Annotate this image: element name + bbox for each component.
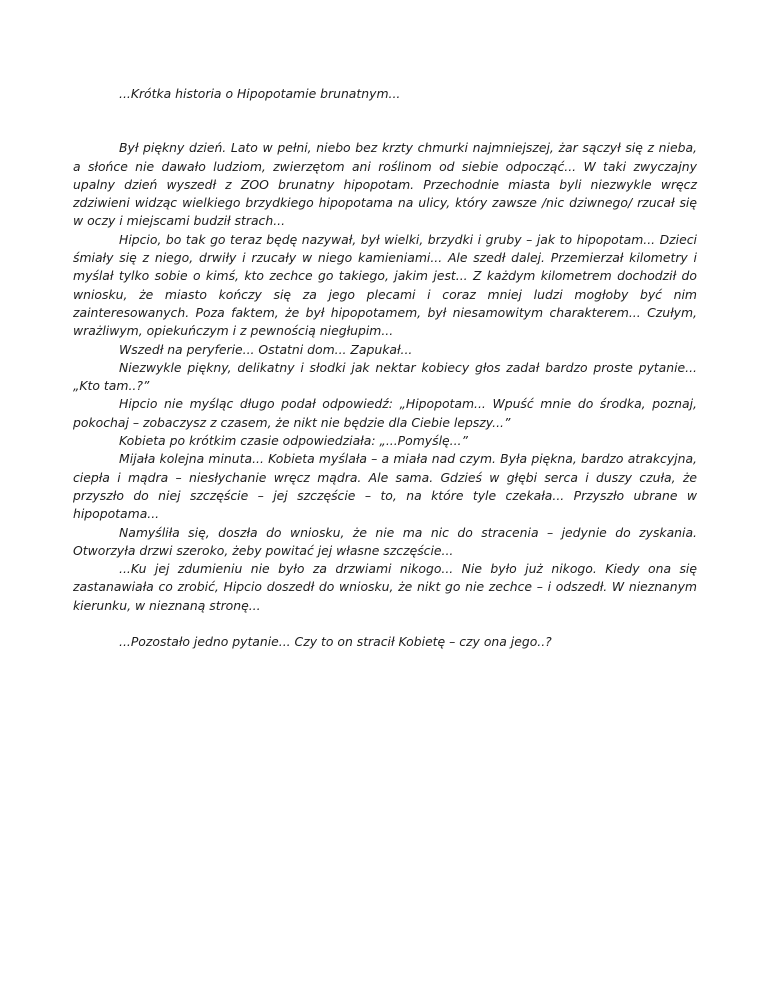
story-body — [73, 139, 697, 615]
story-paragraph: Namyśliła się, doszła do wniosku, że nie ma nic do stracenia – jedynie do zyskania. Otworzyła drzwi szeroko, żeby powitać jej własne szczęście... — [73, 524, 697, 558]
story-paragraph: Wszedł na peryferie... Ostatni dom... Zapukał... — [119, 341, 413, 357]
document-title: ...Krótka historia o Hipopotamie brunatnym... — [119, 86, 401, 101]
story-paragraph: Niezwykle piękny, delikatny i słodki jak nektar kobiecy głos zadał bardzo proste pytanie... „Kto tam..?” — [73, 359, 697, 394]
story-paragraph: Był piękny dzień. Lato w pełni, niebo bez krzty chmurki najmniejszej, żar sączył się z nieba, a słońce nie dawało ludziom, zwierzętom ani roślinom od siebie odpocząć... W taki zwyczajny upalny dzień wyszedł z ZOO brunatny hipopotam. Przechodnie miasta byli niezwykle wręcz zdziwieni widząc wielkiego brzydkiego hipopotama na ulicy, który zawsze /nic dziwnego/ rzucał się w oczy i miejscami budził strach... — [73, 140, 697, 229]
story-paragraph: Mijała kolejna minuta... Kobieta myślała – a miała nad czym. Była piękna, bardzo atrakcyjna, ciepła i mądra – niesłychanie wręcz mądra. Ale sama. Gdzieś w głębi serca i duszy czuła, że przyszło do niej szczęście – jej szczęście – to, na które tyle czekała... Przyszło ubrane w hipopotama... — [73, 451, 697, 522]
story-paragraph: Hipcio, bo tak go teraz będę nazywał, był wielki, brzydki i gruby – jak to hipopotam... Dzieci śmiały się z niego, drwiły i rzucały w niego kamieniami... Ale szedł dalej. Przemierzał kilometry i myślał tylko sobie o kimś, kto zechce go takiego, jakim jest... Z każdym kilometrem dochodził do wniosku, że miasto kończy się za jego plecami i coraz mniej ludzi mogłoby być nim zainteresowanych. Poza faktem, że był hipopotamem, był niesamowitym charakterem... Czułym, wrażliwym, opiekuńczym i z pewnością niegłupim... — [73, 231, 697, 339]
closing-question: ...Pozostało jedno pytanie... Czy to on stracił Kobietę – czy ona jego..? — [119, 634, 552, 650]
story-paragraph: ...Ku jej zdumieniu nie było za drzwiami nikogo... Nie było już nikogo. Kiedy ona się zastanawiała co zrobić, Hipcio doszedł do wniosku, że nikt go nie zechce – i odszedł. W nieznanym kierunku, w nieznaną stronę... — [73, 561, 697, 613]
story-paragraph: Kobieta po krótkim czasie odpowiedziała: „...Pomyślę...” — [119, 433, 468, 449]
story-paragraph: Hipcio nie myśląc długo podał odpowiedź: „Hipopotam... Wpuść mnie do środka, poznaj, pokochaj – zobaczysz z czasem, że nikt nie będzie dla Ciebie lepszy...” — [73, 396, 697, 430]
document-page — [73, 85, 697, 651]
